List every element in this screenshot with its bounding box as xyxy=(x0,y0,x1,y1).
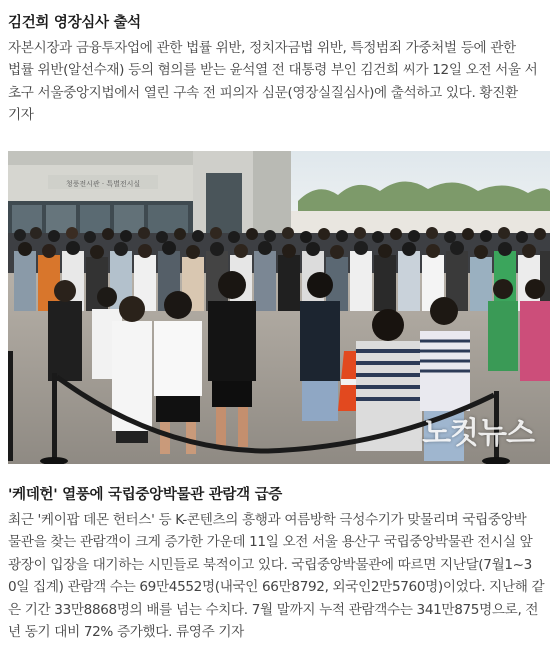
news-logo-watermark: 노컷뉴스 xyxy=(422,416,534,451)
article-2-body xyxy=(8,509,550,643)
article-1-line: 자본시장과 금융투자업에 관한 법률 위반, 정치자금법 위반, 특정범죄 가중처벌 등에 관한 xyxy=(8,40,516,56)
article-2-line: 물관을 찾는 관람객이 크게 증가한 가운데 11일 오전 서울 용산구 국립중앙박물관 전시실 앞 xyxy=(8,534,533,551)
article-1-body xyxy=(8,37,550,127)
building-sign: 청풍전시관 · 특별전시실 xyxy=(65,180,141,188)
article-2-line: 년 동기 대비 72% 증가했다. 류영주 기자 xyxy=(8,624,244,641)
article-1-headline: 김건희 영장심사 출석 xyxy=(8,15,141,31)
news-photo xyxy=(8,151,550,464)
article-2 xyxy=(8,484,550,643)
article-1-line: 법률 위반(알선수재) 등의 혐의를 받는 윤석열 전 대통령 부인 김건희 씨가 12일 오전 서울 서 xyxy=(8,62,538,79)
article-1-line: 초구 서울중앙지법에서 열린 구속 전 피의자 심문(영장실질심사)에 출석하고 있다. 황진환 xyxy=(8,84,518,101)
article-1-line: 기자 xyxy=(8,107,34,124)
article-2-line: 은 기간 33만8868명의 배를 넘는 수치다. 7월 말까지 누적 관람객수는 341만875명으로, 전 xyxy=(8,601,539,618)
article-1 xyxy=(8,12,550,127)
article-2-line: 최근 '케이팝 데몬 헌터스' 등 K-콘텐츠의 흥행과 여름방학 극성수기가 맞물리며 국립중앙박 xyxy=(8,512,527,528)
article-2-line: 광장이 입장을 대기하는 시민들로 북적이고 있다. 국립중앙박물관에 따르면 지난달(7월1~3 xyxy=(8,556,532,573)
article-2-line: 0일 집계) 관람객 수는 69만4552명(내국인 66만8792, 외국인2만5760명)이었다. 지난해 같 xyxy=(8,579,545,596)
article-2-headline: '케데헌' 열풍에 국립중앙박물관 관람객 급증 xyxy=(8,487,282,503)
